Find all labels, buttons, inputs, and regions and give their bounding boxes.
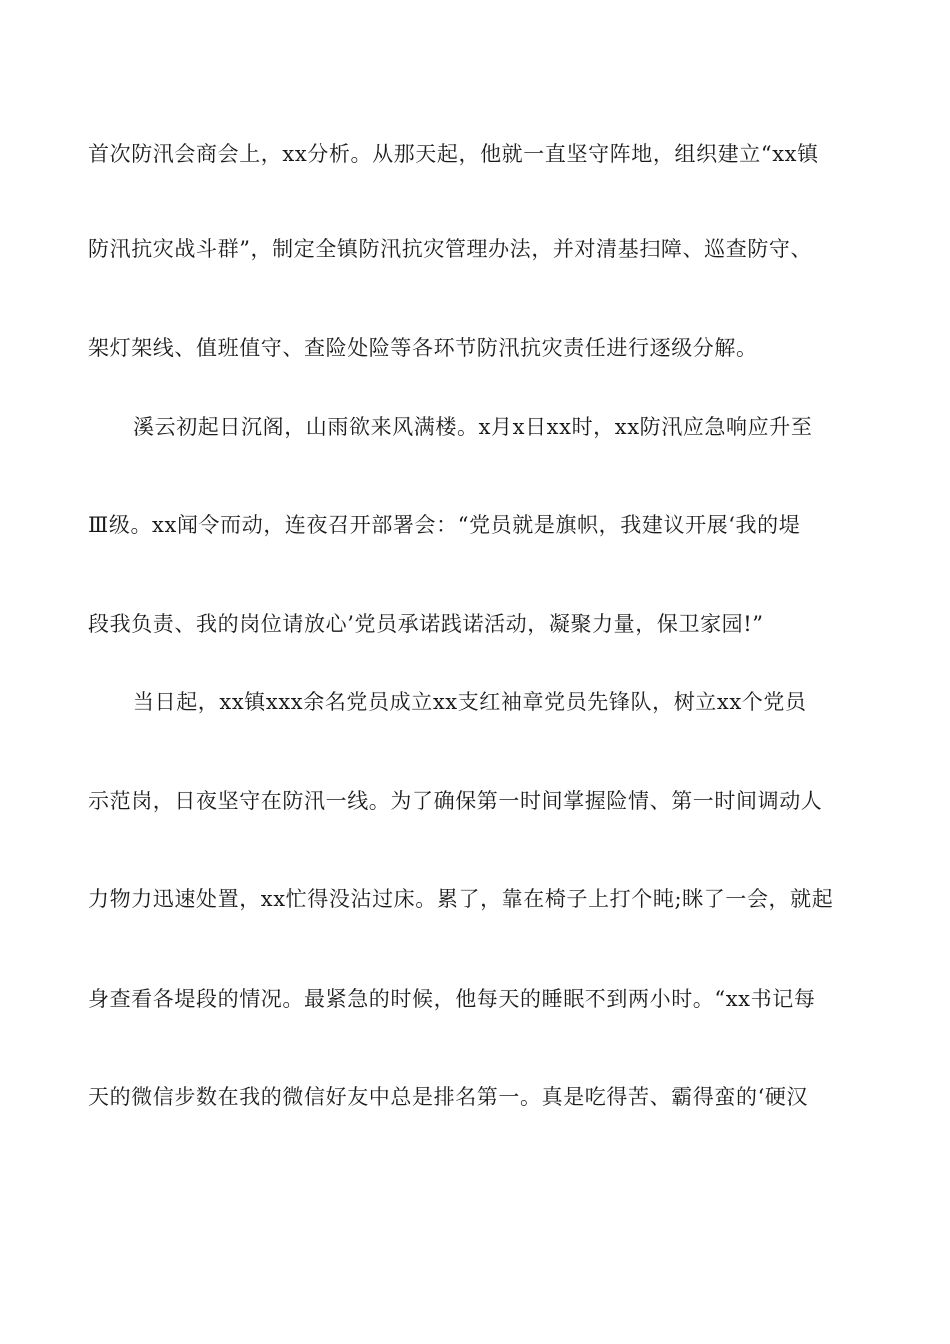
- text-line-8: 示范岗，日夜坚守在防汛一线。为了确保第一时间掌握险情、第一时间调动人: [88, 789, 823, 813]
- text-line-3: 架灯架线、值班值守、查险处险等各环节防汛抗灾责任进行逐级分解。: [88, 336, 758, 360]
- text-line-4: 溪云初起日沉阁，山雨欲来风满楼。x月x日xx时，xx防汛应急响应升至: [133, 415, 813, 439]
- text-line-5: Ⅲ级。xx闻令而动，连夜召开部署会：“党员就是旗帜，我建议开展‘我的堤: [88, 513, 801, 537]
- text-line-2: 防汛抗灾战斗群”，制定全镇防汛抗灾管理办法，并对清基扫障、巡查防守、: [88, 237, 813, 261]
- text-line-6: 段我负责、我的岗位请放心’党员承诺践诺活动，凝聚力量，保卫家园!”: [88, 612, 764, 636]
- text-line-7: 当日起，xx镇xxx余名党员成立xx支红袖章党员先锋队，树立xx个党员: [133, 690, 807, 714]
- text-line-1: 首次防汛会商会上，xx分析。从那天起，他就一直坚守阵地，组织建立“xx镇: [88, 142, 819, 166]
- text-line-10: 身查看各堤段的情况。最紧急的时候，他每天的睡眠不到两小时。“xx书记每: [88, 987, 816, 1011]
- text-line-9: 力物力迅速处置，xx忙得没沾过床。累了，靠在椅子上打个盹;眯了一会，就起: [88, 887, 834, 911]
- text-line-11: 天的微信步数在我的微信好友中总是排名第一。真是吃得苦、霸得蛮的‘硬汉: [88, 1085, 809, 1109]
